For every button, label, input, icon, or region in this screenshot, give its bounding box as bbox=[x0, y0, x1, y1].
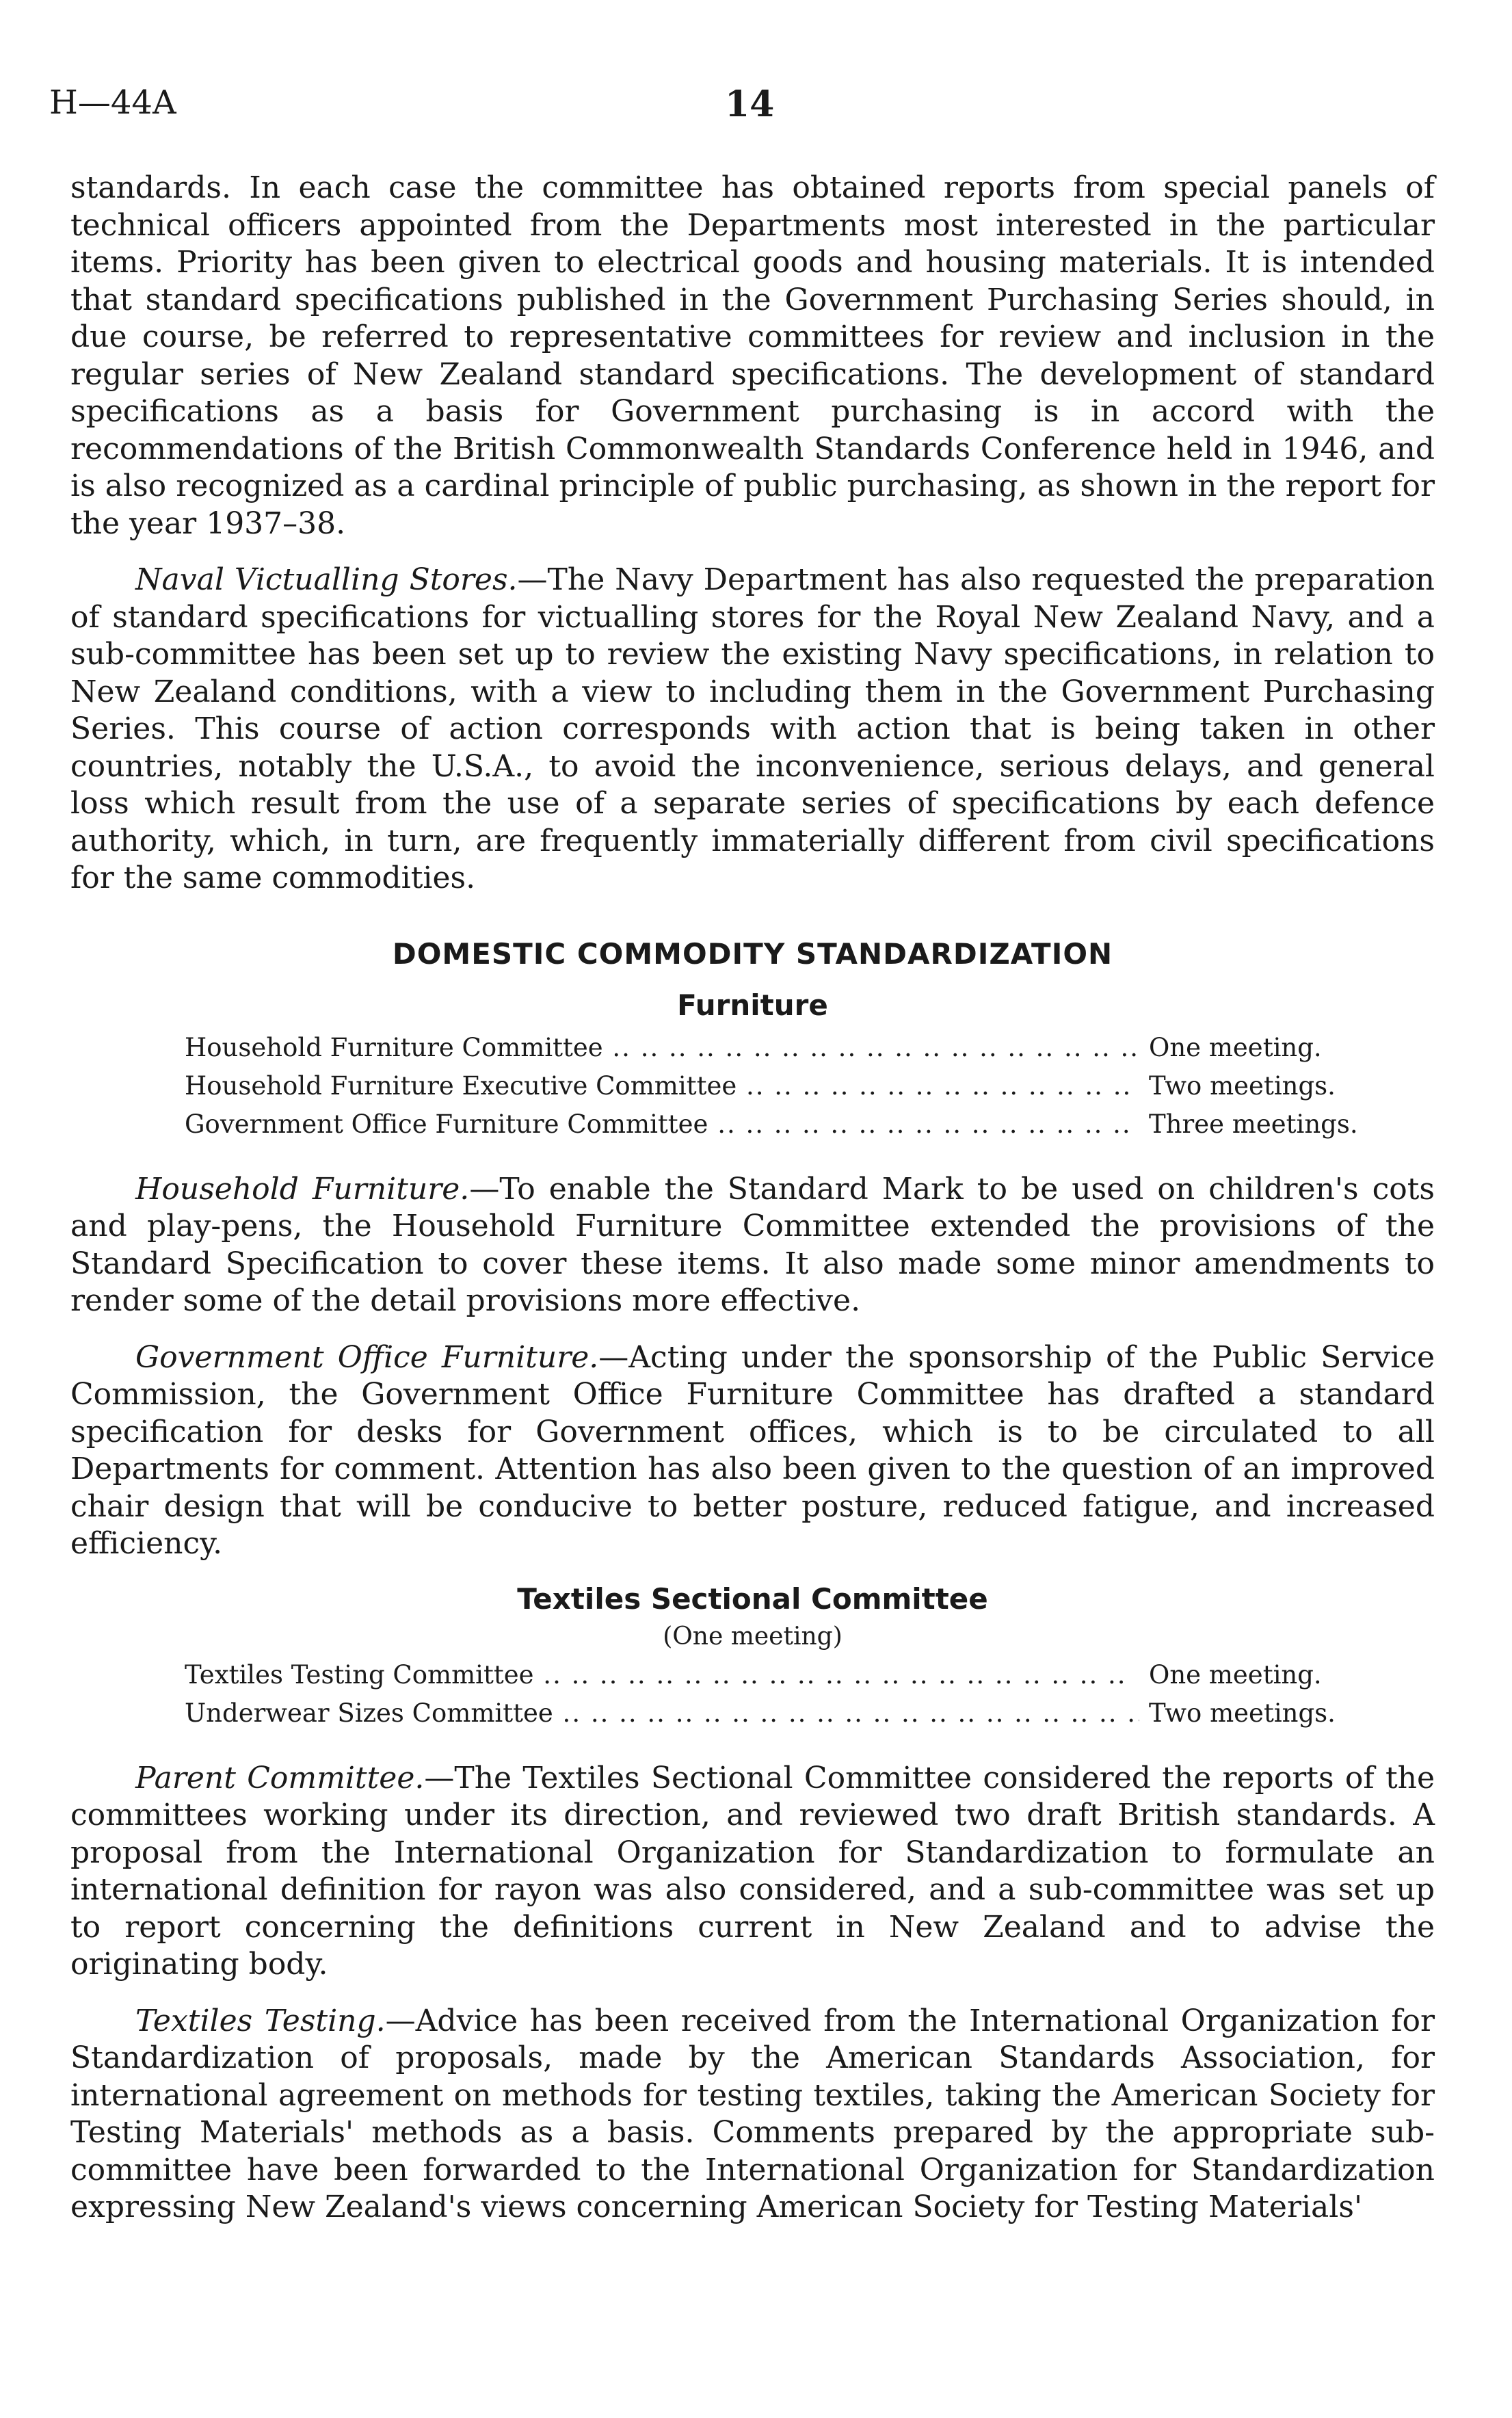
household-furniture-paragraph bbox=[70, 1171, 1435, 1320]
page-number: 14 bbox=[725, 83, 775, 125]
textiles-committee-list bbox=[185, 1660, 1361, 1737]
textiles-testing-body: —Advice has been received from the International Organization for Standardization of proposals, made by the American Standards Association, for international agreement on methods for testing textiles, taking the American Society for Testing Materials' methods as a basis. Comments prepared by the appropriate sub-committee have been forwarded to the International Organization for Standardization expressing New Zealand's views concerning American Society for Testing Materials' bbox=[70, 2003, 1435, 2224]
committee-name: Household Furniture Executive Committee .. .. bbox=[185, 1071, 1139, 1101]
page-header bbox=[0, 83, 1512, 131]
committee-row bbox=[185, 1033, 1361, 1071]
committee-name: Household Furniture Committee .. .. bbox=[185, 1033, 1139, 1062]
committee-meetings: One meeting. bbox=[1149, 1659, 1322, 1690]
furniture-committee-list bbox=[185, 1033, 1361, 1148]
government-furniture-body: —Acting under the sponsorship of the Public Service Commission, the Government Office Furniture Committee has drafted a standard specification for desks for Government offices, which is to be circulated to all Departments for comment. Attention has also been given to the question of an improved chair design that will be conducive to better posture, reduced fatigue, and increased efficiency. bbox=[70, 1339, 1435, 1561]
committee-name: Government Office Furniture Committee .. .. bbox=[185, 1109, 1139, 1139]
naval-victualling-heading: Naval Victualling Stores. bbox=[135, 562, 518, 597]
committee-meetings: Two meetings. bbox=[1149, 1698, 1336, 1728]
furniture-title: Furniture bbox=[677, 988, 828, 1022]
naval-victualling-body: —The Navy Department has also requested the preparation of standard specifications for victualling stores for the Royal New Zealand Navy, and a sub-committee has been set up to review the existing Navy specifications, in relation to New Zealand conditions, with a view to including them in the Government Purchasing Series. This course of action corresponds with action that is being taken in other countries, notably the U.S.A., to avoid the inconvenience, serious delays, and general loss which result from the use of a separate series of specifications by each defence authority, which, in turn, are frequently immaterially different from civil specifications for the same commodities. bbox=[70, 562, 1435, 895]
textiles-meeting-note: (One meeting) bbox=[663, 1622, 843, 1651]
document-reference: H—44A bbox=[49, 83, 176, 122]
committee-meetings: Two meetings. bbox=[1149, 1070, 1336, 1101]
parent-committee-body: —The Textiles Sectional Committee considered the reports of the committees working under its direction, and reviewed two draft British standards. A proposal from the International Organization for Standardization to formulate an international definition for rayon was also considered, and a sub-committee was set up to report concerning the definitions current in New Zealand and to advise the originating body. bbox=[70, 1760, 1435, 1982]
intro-paragraph: standards. In each case the committee has obtained reports from special panels of technical officers appointed from the Departments most interested in the particular items. Priority has been given to electrical goods and housing materials. It is intended that standard specifications published in the Government Purchasing Series should, in due course, be referred to representative committees for review and inclusion in the regular series of New Zealand standard specifications. The development of standard specifications as a basis for Government purchasing is in accord with the recommendations of the British Commonwealth Standards Conference held in 1946, and is also recognized as a cardinal principle of public purchasing, as shown in the report for the year 1937–38. bbox=[70, 170, 1435, 541]
page-content bbox=[70, 170, 1435, 2246]
textiles-testing-paragraph bbox=[70, 2003, 1435, 2226]
textiles-testing-heading: Textiles Testing. bbox=[135, 2003, 386, 2038]
committee-name: Textiles Testing Committee .. .. bbox=[185, 1660, 1139, 1690]
domestic-section-title: DOMESTIC COMMODITY STANDARDIZATION bbox=[392, 936, 1113, 971]
committee-meetings: One meeting. bbox=[1149, 1032, 1322, 1062]
committee-meetings: Three meetings. bbox=[1149, 1109, 1358, 1139]
naval-victualling-paragraph bbox=[70, 562, 1435, 897]
textiles-title: Textiles Sectional Committee bbox=[517, 1581, 988, 1616]
committee-row bbox=[185, 1698, 1361, 1737]
household-furniture-body: —To enable the Standard Mark to be used on children's cots and play-pens, the Household Furniture Committee extended the provisions of the Standard Specification to cover these items. It also made some minor amendments to render some of the detail provisions more effective. bbox=[70, 1171, 1435, 1318]
committee-name: Underwear Sizes Committee .. .. bbox=[185, 1698, 1139, 1728]
parent-committee-heading: Parent Committee. bbox=[135, 1760, 425, 1796]
household-furniture-heading: Household Furniture. bbox=[135, 1171, 470, 1207]
committee-row bbox=[185, 1071, 1361, 1109]
government-furniture-heading: Government Office Furniture. bbox=[135, 1339, 599, 1375]
government-furniture-paragraph bbox=[70, 1339, 1435, 1563]
committee-row bbox=[185, 1109, 1361, 1148]
committee-row bbox=[185, 1660, 1361, 1698]
parent-committee-paragraph bbox=[70, 1760, 1435, 1984]
